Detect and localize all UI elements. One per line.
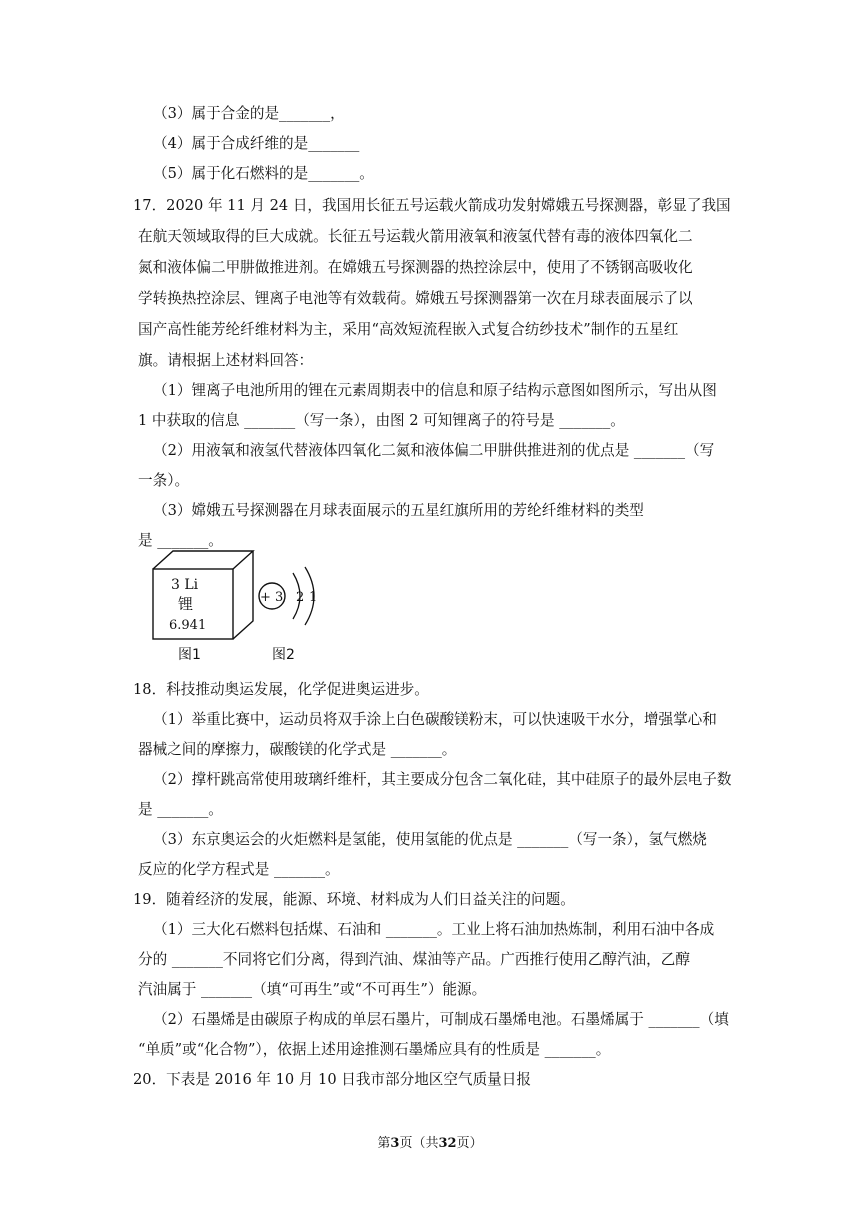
text-line: 19．随着经济的发展，能源、环境、材料成为人们日益关注的问题。 — [133, 891, 575, 908]
text-line: 氮和液体偏二甲肼做推进剂。在嫦娥五号探测器的热控涂层中，使用了不锈钢高吸收化 — [138, 259, 693, 276]
text-line: 17．2020 年 11 月 24 日，我国用长征五号运载火箭成功发射嫦娥五号探测器，彰显了我国 — [133, 197, 731, 214]
text-line: （3）属于合金的是_______， — [153, 105, 345, 122]
footer-total-pages: 32 — [438, 1136, 457, 1151]
footer-post: 页） — [456, 1136, 483, 1151]
shell-2-electrons: 1 — [309, 590, 318, 605]
element-name: 锂 — [178, 595, 194, 613]
footer-mid: 页（共 — [399, 1136, 439, 1151]
page-footer — [0, 1132, 860, 1151]
text-line: 旗。请根据上述材料回答： — [138, 352, 314, 369]
lithium-figure — [145, 545, 345, 665]
text-line: “单质”或“化合物”），依据上述用途推测石墨烯应具有的性质是 _______。 — [138, 1041, 611, 1058]
footer-pre: 第 — [377, 1136, 391, 1151]
text-line: 分的 _______不同将它们分离，得到汽油、煤油等产品。广西推行使用乙醇汽油，乙醇 — [138, 951, 690, 968]
text-line: 是 _______。 — [138, 532, 223, 549]
text-line: 汽油属于 _______（填“可再生”或“不可再生”）能源。 — [138, 981, 487, 998]
text-line: 一条）。 — [138, 472, 190, 489]
text-line: （2）撑杆跳高常使用玻璃纤维杆，其主要成分包含二氧化硅，其中硅原子的最外层电子数 — [153, 771, 732, 788]
shell-1-electrons: 2 — [296, 590, 305, 605]
text-line: （4）属于合成纤维的是_______ — [153, 135, 360, 152]
text-line: 1 中获取的信息 _______（写一条），由图 2 可知锂离子的符号是 _______。 — [138, 412, 625, 429]
nucleus-charge: + 3 — [260, 590, 284, 605]
footer-page-number: 3 — [390, 1136, 400, 1151]
text-line: 学转换热控涂层、锂离子电池等有效载荷。嫦娥五号探测器第一次在月球表面展示了以 — [138, 290, 693, 307]
text-line: （2）石墨烯是由碳原子构成的单层石墨片，可制成石墨烯电池。石墨烯属于 _______（填 — [153, 1011, 729, 1028]
text-line: （3）东京奥运会的火炬燃料是氢能，使用氢能的优点是 _______（写一条），氢气燃烧 — [153, 831, 707, 848]
element-number-symbol: 3 Li — [171, 577, 199, 593]
text-line: 在航天领域取得的巨大成就。长征五号运载火箭用液氧和液氢代替有毒的液体四氧化二 — [138, 228, 693, 245]
text-line: 反应的化学方程式是 _______。 — [138, 861, 340, 878]
text-line: 20．下表是 2016 年 10 月 10 日我市部分地区空气质量日报 — [133, 1071, 531, 1088]
text-line: 18．科技推动奥运发展，化学促进奥运进步。 — [133, 681, 429, 698]
text-line: 国产高性能芳纶纤维材料为主，采用“高效短流程嵌入式复合纺纱技术”制作的五星红 — [138, 321, 679, 338]
text-line: （1）举重比赛中，运动员将双手涂上白色碳酸镁粉末，可以快速吸干水分，增强掌心和 — [153, 711, 717, 728]
text-line: （2）用液氧和液氢代替液体四氧化二氮和液体偏二甲肼供推进剂的优点是 _______（写 — [153, 442, 715, 459]
text-line: （1）锂离子电池所用的锂在元素周期表中的信息和原子结构示意图如图所示，写出从图 — [153, 382, 717, 399]
text-line: （3）嫦娥五号探测器在月球表面展示的五星红旗所用的芳纶纤维材料的类型 — [153, 502, 644, 519]
text-line: （1）三大化石燃料包括煤、石油和 _______。工业上将石油加热炼制，利用石油中各成 — [153, 921, 715, 938]
text-line: 是 _______。 — [138, 801, 223, 818]
text-line: 器械之间的摩擦力，碳酸镁的化学式是 _______。 — [138, 741, 457, 758]
figure-1-caption: 图1 — [178, 647, 201, 663]
element-mass: 6.941 — [169, 618, 207, 633]
text-line: （5）属于化石燃料的是_______。 — [153, 165, 374, 182]
figure-2-caption: 图2 — [272, 647, 295, 663]
